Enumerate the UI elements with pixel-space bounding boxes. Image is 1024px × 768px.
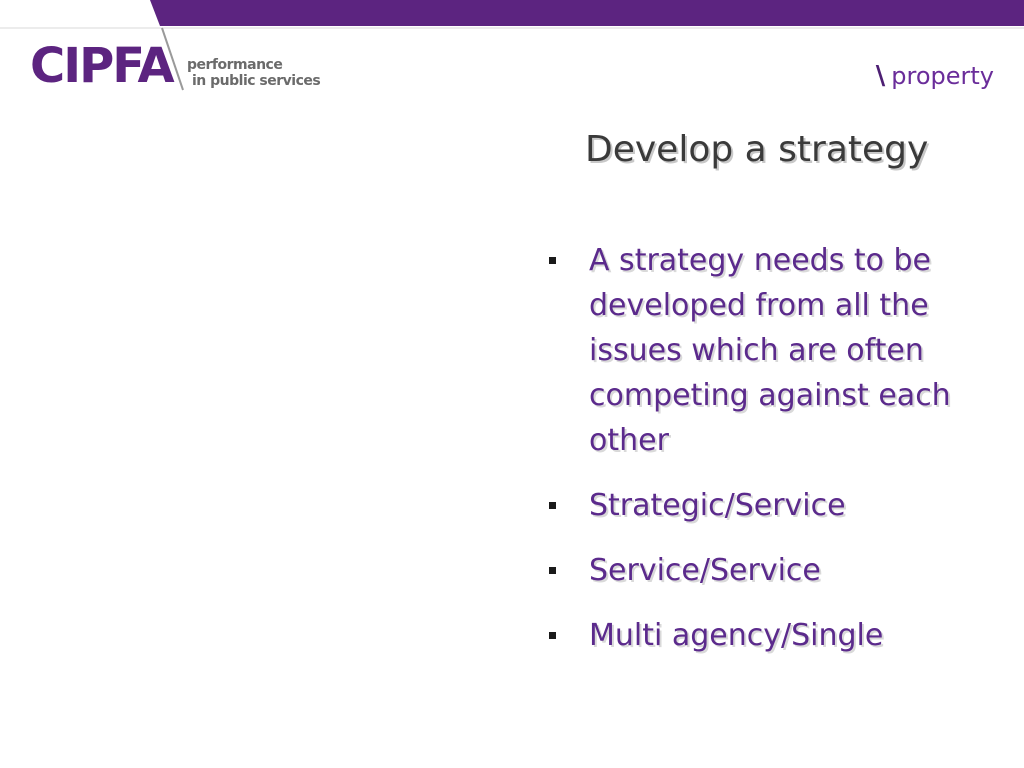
bullet-text: A strategy needs to be developed from all the issues which are often competing against each other [589,243,951,458]
bullet-item [545,613,965,658]
bullet-text: Multi agency/Single [589,618,884,653]
section-label-text: property [891,62,994,90]
tagline-line-1: performance [187,57,283,73]
bullet-text: Strategic/Service [589,488,846,523]
bullet-text: Service/Service [589,553,821,588]
bullet-item [545,548,965,593]
bullet-item [545,483,965,528]
bullet-marker-icon [549,567,556,574]
slide-title: Develop a strategy [585,129,929,170]
bullet-marker-icon [549,632,556,639]
cipfa-logo: CIPFA [30,38,173,94]
bullet-list [545,238,965,678]
section-label [876,61,994,91]
logo-divider [0,0,200,100]
tagline-line-2: in public services [192,73,321,89]
bullet-marker-icon [549,257,556,264]
bullet-item [545,238,965,463]
bullet-marker-icon [549,502,556,509]
top-band-bar [150,0,1024,26]
logo-tagline [187,57,320,89]
section-slash: \ [875,61,886,91]
